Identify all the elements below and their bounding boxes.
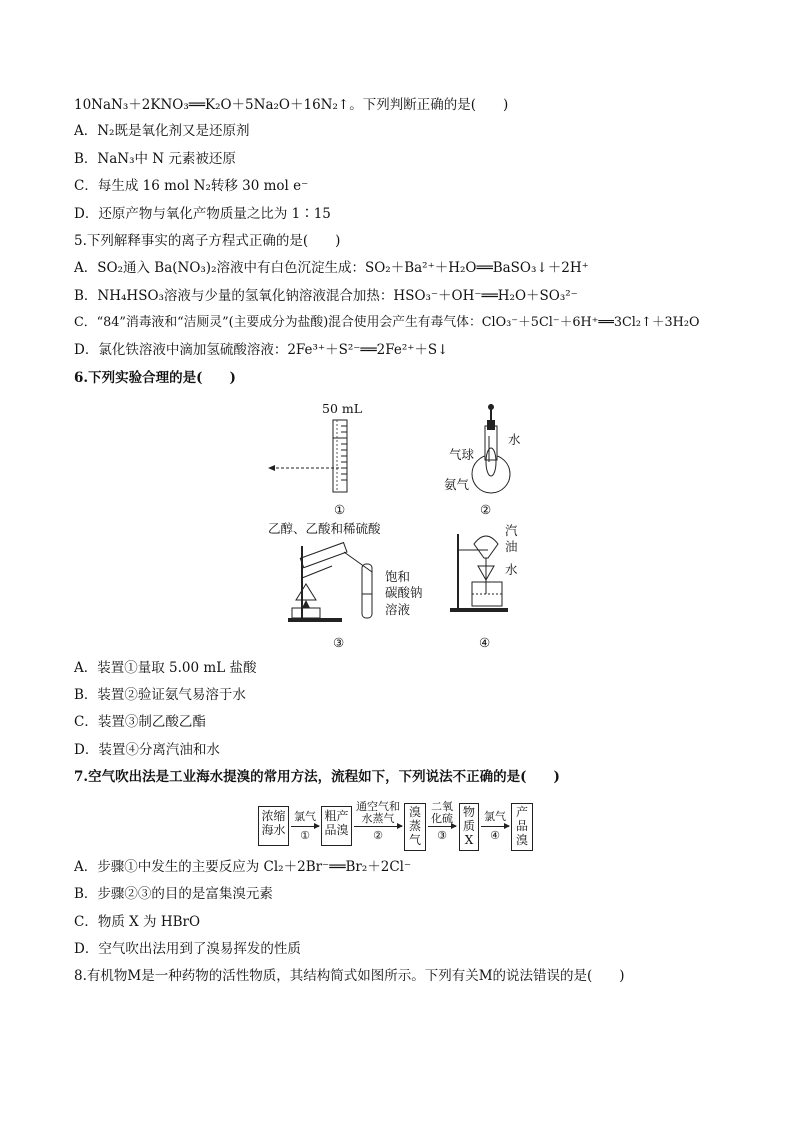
- saturated-label-3: 溶液: [385, 602, 411, 617]
- flow-arrow-3: [428, 826, 456, 827]
- flow-step-3-number: ③: [437, 829, 447, 842]
- figure-1-number: ①: [334, 502, 346, 517]
- flow-step-2-reagent-line2: 水蒸气: [361, 812, 395, 825]
- q7-option-a: A．步骤①中发生的主要反应为 Cl₂＋2Br⁻══Br₂＋2Cl⁻: [74, 859, 412, 875]
- q5-option-a: A．SO₂通入 Ba(NO₃)₂溶液中有白色沉淀生成：SO₂＋Ba²⁺＋H₂O══BaSO₃↓＋2H⁺: [74, 260, 589, 276]
- flow-step-4-reagent: 氯气: [484, 810, 506, 823]
- flow-arrow-2: [354, 826, 402, 827]
- reagents-label: 乙醇、乙酸和稀硫酸: [268, 521, 381, 536]
- flow-box-product-bromine: 产品溴: [511, 803, 533, 851]
- q5-option-d: D．氯化铁溶液中滴加氢硫酸溶液：2Fe³⁺＋S²⁻══2Fe²⁺＋S↓: [74, 342, 449, 358]
- q6-option-b: B．装置②验证氨气易溶于水: [74, 687, 246, 703]
- water-label-2: 水: [505, 562, 518, 577]
- q4-stem: 10NaN₃＋2KNO₃══K₂O＋5Na₂O＋16N₂↑。下列判断正确的是( ): [74, 97, 509, 113]
- flow-step-3-reagent-line1: 二氧: [431, 800, 453, 813]
- cylinder-volume-label: 50 mL: [322, 401, 363, 416]
- ester-apparatus-figure: [282, 538, 382, 626]
- gasoline-label-2: 油: [505, 539, 518, 554]
- balloon-label: 气球: [449, 447, 475, 462]
- graduated-cylinder-figure: [262, 418, 362, 496]
- q4-option-d: D．还原产物与氧化产物质量之比为 1∶15: [74, 206, 331, 222]
- flow-step-1-number: ①: [300, 829, 310, 842]
- flow-arrow-1: [291, 826, 319, 827]
- q7-option-b: B．步骤②③的目的是富集溴元素: [74, 886, 273, 902]
- q6-option-c: C．装置③制乙酸乙酯: [74, 714, 206, 730]
- separatory-funnel-figure: [448, 524, 512, 616]
- flow-step-2-reagent-line1: 通空气和: [356, 800, 400, 813]
- ammonia-label: 氨气: [444, 477, 470, 492]
- water-label: 水: [508, 432, 521, 447]
- q7-stem: 7.空气吹出法是工业海水提溴的常用方法，流程如下，下列说法不正确的是( ): [74, 769, 560, 785]
- flow-step-2-number: ②: [373, 829, 383, 842]
- q5-option-b: B．NH₄HSO₃溶液与少量的氢氧化钠溶液混合加热：HSO₃⁻＋OH⁻══H₂O＋SO₃²⁻: [74, 288, 578, 304]
- figure-3-number: ③: [333, 635, 345, 650]
- q7-option-d: D．空气吹出法用到了溴易挥发的性质: [74, 941, 301, 957]
- q5-stem: 5.下列解释事实的离子方程式正确的是( ): [74, 233, 341, 249]
- saturated-label-2: 碳酸钠: [385, 585, 423, 600]
- saturated-label-1: 饱和: [385, 569, 411, 584]
- flow-box-bromine-vapor: 溴蒸气: [404, 803, 426, 851]
- q6-option-d: D．装置④分离汽油和水: [74, 742, 220, 758]
- flow-step-4-number: ④: [490, 829, 500, 842]
- q8-stem: 8.有机物M是一种药物的活性物质，其结构简式如图所示。下列有关M的说法错误的是( ): [74, 968, 625, 984]
- flow-box-crude-bromine: 粗产品溴: [321, 806, 352, 846]
- q4-option-c: C．每生成 16 mol N₂转移 30 mol e⁻: [74, 178, 309, 194]
- q4-option-b: B．NaN₃中 N 元素被还原: [74, 151, 236, 167]
- gasoline-label-1: 汽: [505, 523, 518, 538]
- q7-option-c: C．物质 X 为 HBrO: [74, 914, 201, 930]
- q6-option-a: A．装置①量取 5.00 mL 盐酸: [74, 660, 257, 676]
- flow-box-substance-x: 物质X: [459, 803, 479, 851]
- figure-2-number: ②: [480, 502, 492, 517]
- flow-arrow-4: [481, 826, 509, 827]
- q6-stem: 6.下列实验合理的是( ): [74, 370, 236, 386]
- q5-option-c: C．“84”消毒液和“洁厕灵”(主要成分为盐酸)混合使用会产生有毒气体：ClO₃⁻＋5Cl⁻＋6H⁺══3Cl₂↑＋3H₂O: [74, 315, 700, 330]
- flow-step-3-reagent-line2: 化硫: [431, 812, 453, 825]
- flow-box-concentrated-seawater: 浓缩海水: [258, 806, 289, 846]
- flow-step-1-reagent: 氯气: [294, 810, 316, 823]
- q4-option-a: A．N₂既是氧化剂又是还原剂: [74, 123, 250, 139]
- figure-4-number: ④: [479, 635, 491, 650]
